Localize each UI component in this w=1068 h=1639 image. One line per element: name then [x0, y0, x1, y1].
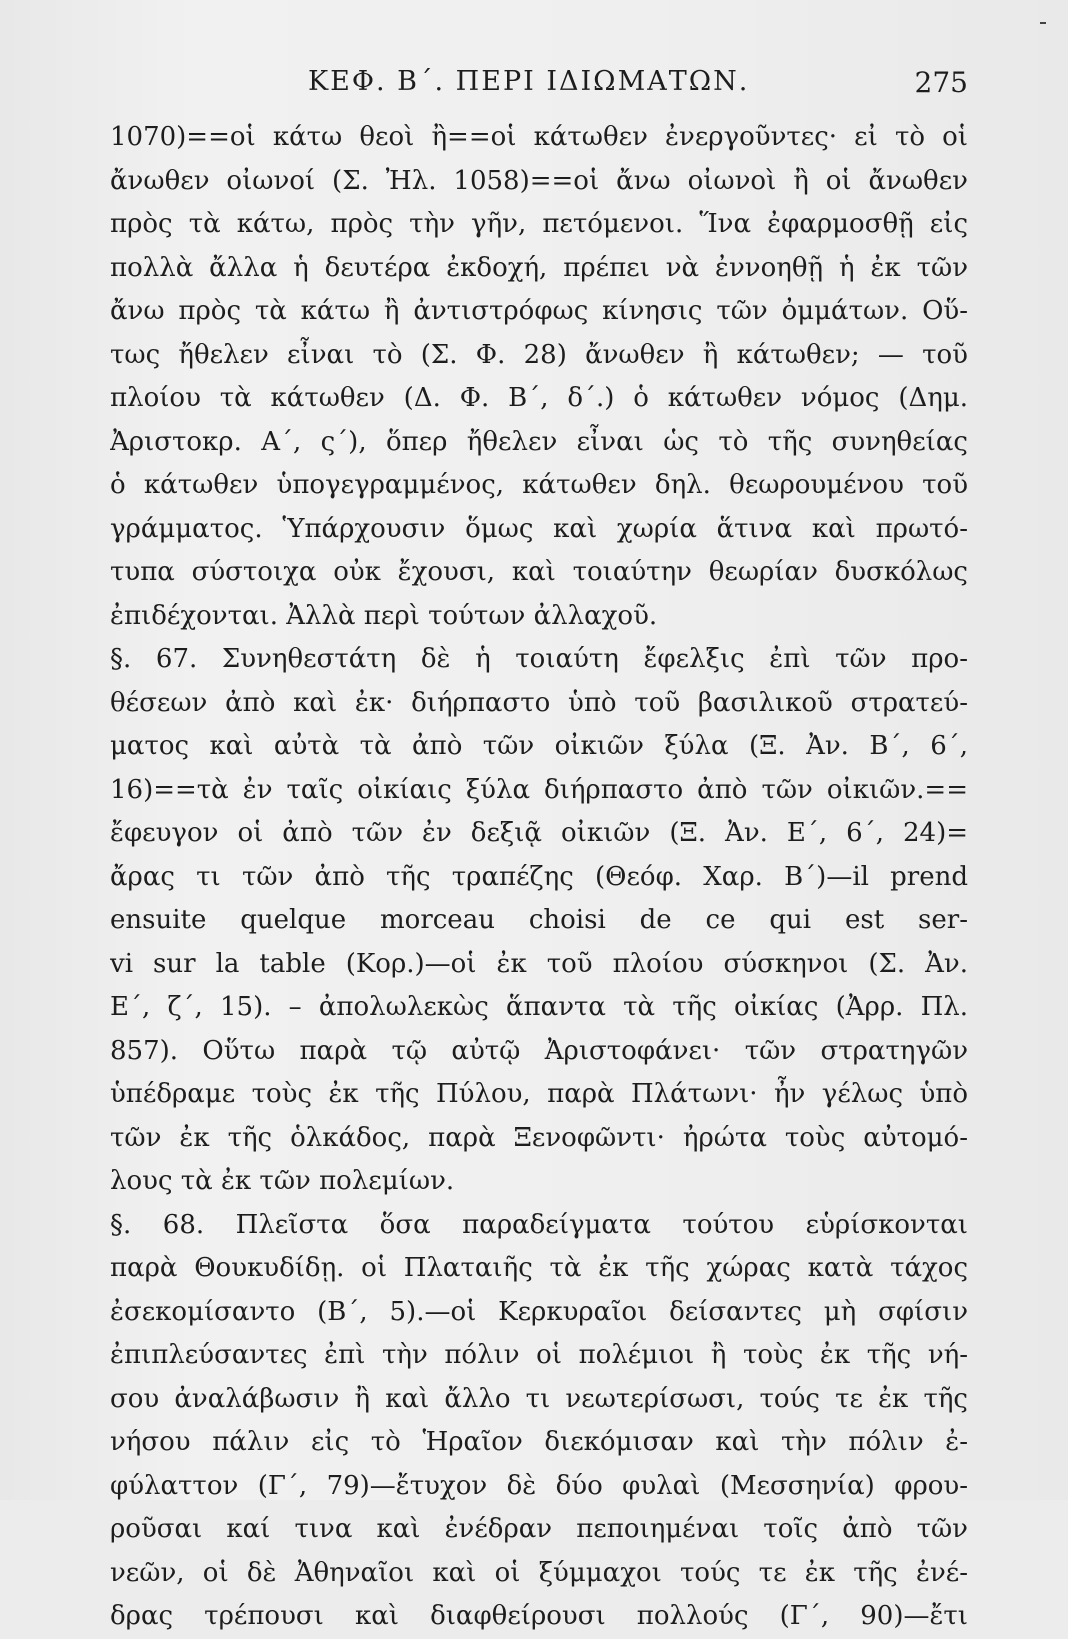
text-line: πολλὰ ἄλλα ἡ δευτέρα ἐκδοχή, πρέπει νὰ ἐννοηθῇ ἡ ἐκ τῶν — [110, 252, 968, 283]
text-line: ἄνω πρὸς τὰ κάτω ἢ ἀντιστρόφως κίνησις τῶν ὀμμάτων. Οὕ- — [110, 296, 968, 326]
text-line: ἐσεκομίσαντο (Β΄, 5).—οἱ Κερκυραῖοι δείσαντες μὴ σφίσιν — [110, 1296, 968, 1327]
text-line: φύλαττον (Γ΄, 79)—ἔτυχον δὲ δύο φυλαὶ (Μεσσηνία) φρου- — [110, 1470, 968, 1501]
text-line: ροῦσαι καί τινα καὶ ἐνέδραν πεποιημέναι τοῖς ἀπὸ τῶν — [110, 1514, 968, 1544]
text-line: ensuite quelque morceau choisi de ce qui est ser- — [110, 905, 968, 935]
section-67-heading-line: §. 67. Συνηθεστάτη δὲ ἡ τοιαύτη ἔφελξις ἐπὶ τῶν προ- — [110, 644, 968, 674]
corner-mark — [1040, 22, 1046, 24]
text-line: vi sur la table (Κορ.)—οἱ ἐκ τοῦ πλοίου σύσκηνοι (Σ. Ἀν. — [110, 948, 968, 979]
page-number: 275 — [914, 66, 968, 99]
text-line: πρὸς τὰ κάτω, πρὸς τὴν γῆν, πετόμενοι. Ἵνα ἐφαρμοσθῇ εἰς — [110, 209, 968, 239]
page-header — [110, 60, 968, 104]
text-line: τυπα σύστοιχα οὐκ ἔχουσι, καὶ τοιαύτην θεωρίαν δυσκόλως — [110, 557, 968, 587]
running-head: ΚΕΦ. Β΄. ΠΕΡΙ ΙΔΙΩΜΑΤΩΝ. — [308, 66, 750, 97]
text-line: Ἀριστοκρ. Α΄, ς΄), ὅπερ ἤθελεν εἶναι ὡς τὸ τῆς συνηθείας — [110, 426, 968, 457]
text-line: δρας τρέπουσι καὶ διαφθείρουσι πολλούς (Γ΄, 90)—ἔτι — [110, 1601, 968, 1631]
text-line: νήσου πάλιν εἰς τὸ Ἡραῖον διεκόμισαν καὶ τὴν πόλιν ἐ- — [110, 1427, 968, 1457]
section-68-heading-line: §. 68. Πλεῖστα ὅσα παραδείγματα τούτου εὑρίσκονται — [110, 1209, 968, 1240]
text-line: ὑπέδραμε τοὺς ἐκ τῆς Πύλου, παρὰ Πλάτωνι· ἦν γέλως ὑπὸ — [110, 1079, 968, 1109]
text-line: 16)==τὰ ἐν ταῖς οἰκίαις ξύλα διήρπαστο ἀπὸ τῶν οἰκιῶν.== — [110, 774, 968, 805]
text-line: 857). Οὕτω παρὰ τῷ αὐτῷ Ἀριστοφάνει· τῶν στρατηγῶν — [110, 1035, 968, 1066]
paragraph-end-line: λους τὰ ἐκ τῶν πολεμίων. — [110, 1166, 455, 1196]
text-line: σου ἀναλάβωσιν ἢ καὶ ἄλλο τι νεωτερίσωσι, τούς τε ἐκ τῆς — [110, 1383, 968, 1414]
text-line: ἄρας τι τῶν ἀπὸ τῆς τραπέζης (Θεόφ. Χαρ. Β΄)—il prend — [110, 861, 968, 892]
text-line: ἐπιπλεύσαντες ἐπὶ τὴν πόλιν οἱ πολέμιοι ἢ τοὺς ἐκ τῆς νή- — [110, 1340, 968, 1370]
text-line: παρὰ Θουκυδίδῃ. οἱ Πλαταιῆς τὰ ἐκ τῆς χώρας κατὰ τάχος — [110, 1253, 968, 1283]
text-line: τῶν ἐκ τῆς ὁλκάδος, παρὰ Ξενοφῶντι· ἠρώτα τοὺς αὐτομό- — [110, 1122, 968, 1153]
body-text — [110, 116, 968, 1639]
text-line: ματος καὶ αὐτὰ τὰ ἀπὸ τῶν οἰκιῶν ξύλα (Ξ. Ἀν. Β΄, 6΄, — [110, 731, 968, 761]
text-line: ἔφευγον οἱ ἀπὸ τῶν ἐν δεξιᾷ οἰκιῶν (Ξ. Ἀν. Ε΄, 6΄, 24)= — [110, 818, 968, 848]
text-line: 1070)==οἱ κάτω θεοὶ ἢ==οἱ κάτωθεν ἐνεργοῦντες· εἰ τὸ οἱ — [110, 122, 968, 152]
text-line: πλοίου τὰ κάτωθεν (Δ. Φ. Β΄, δ΄.) ὁ κάτωθεν νόμος (Δημ. — [110, 383, 968, 413]
text-line: θέσεων ἀπὸ καὶ ἐκ· διήρπαστο ὑπὸ τοῦ βασιλικοῦ στρατεύ- — [110, 687, 968, 718]
text-line: Ε΄, ζ΄, 15). – ἀπολωλεκὼς ἅπαντα τὰ τῆς οἰκίας (Ἀρρ. Πλ. — [110, 992, 968, 1022]
text-line: γράμματος. Ὑπάρχουσιν ὅμως καὶ χωρία ἅτινα καὶ πρωτό- — [110, 513, 968, 544]
text-line: ἄνωθεν οἰωνοί (Σ. Ἠλ. 1058)==οἱ ἄνω οἰωνοὶ ἢ οἱ ἄνωθεν — [110, 165, 968, 196]
text-line: τως ἤθελεν εἶναι τὸ (Σ. Φ. 28) ἄνωθεν ἢ κάτωθεν; — τοῦ — [110, 339, 968, 370]
text-line: ὁ κάτωθεν ὑπογεγραμμένος, κάτωθεν δηλ. θεωρουμένου τοῦ — [110, 470, 968, 500]
text-line: νεῶν, οἱ δὲ Ἀθηναῖοι καὶ οἱ ξύμμαχοι τούς τε ἐκ τῆς ἐνέ- — [110, 1557, 968, 1588]
paragraph-end-line: ἐπιδέχονται. Ἀλλὰ περὶ τούτων ἀλλαχοῦ. — [110, 600, 658, 631]
